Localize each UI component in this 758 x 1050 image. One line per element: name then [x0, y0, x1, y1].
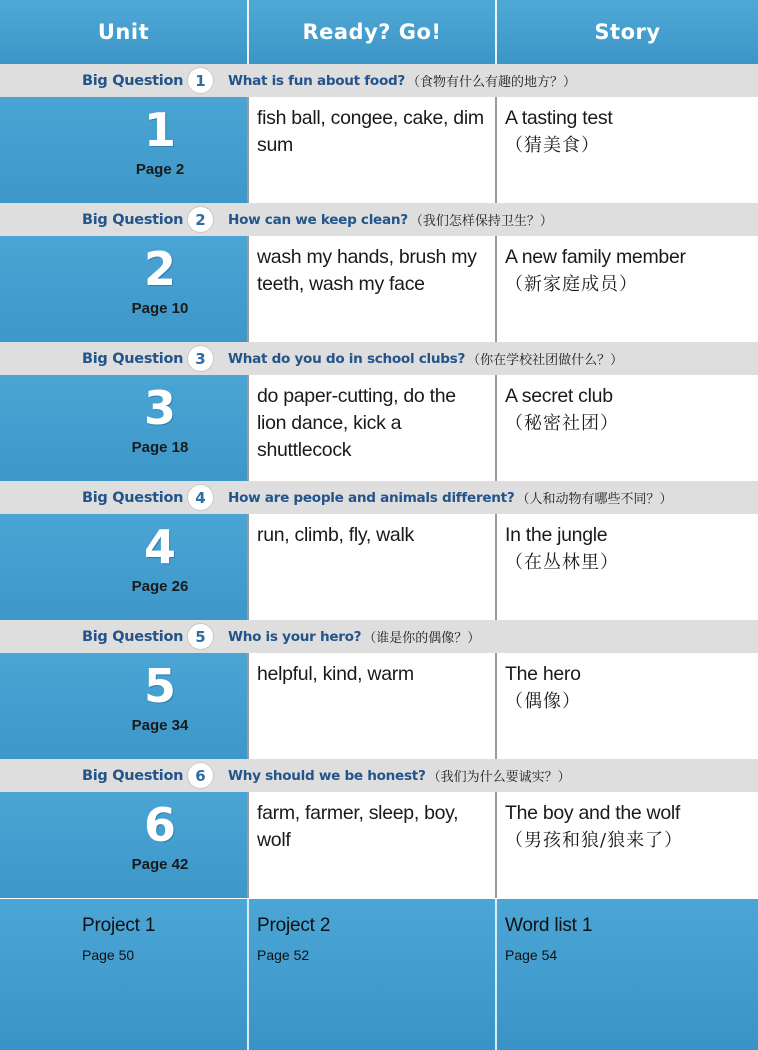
big-question-bar-3	[0, 342, 758, 375]
unit-row-4	[0, 514, 758, 620]
story-cell[interactable]	[497, 792, 758, 898]
unit-page: Page 34	[131, 717, 189, 734]
question-cn: （你在学校社团做什么？）	[467, 353, 624, 368]
question-cn: （谁是你的偶像？）	[363, 631, 481, 646]
story-title-en: In the jungle	[505, 524, 608, 546]
big-question-text	[228, 64, 576, 97]
question-en: What is fun about food?	[228, 72, 406, 89]
big-question-text	[228, 481, 672, 514]
unit-cell[interactable]	[0, 653, 247, 759]
unit-cell[interactable]	[0, 97, 247, 203]
question-cn: （我们为什么要诚实？）	[427, 770, 571, 785]
question-number-badge: 1	[187, 67, 214, 94]
big-question-label: Big Question	[82, 211, 184, 228]
big-question-bar-6	[0, 759, 758, 792]
story-cell[interactable]	[497, 514, 758, 620]
big-question-label: Big Question	[82, 350, 184, 367]
big-question-bar-1	[0, 64, 758, 97]
big-question-bar-5	[0, 620, 758, 653]
story-title-cn: （男孩和狼/狼来了）	[505, 830, 684, 851]
header-story: Story	[594, 20, 661, 44]
question-en: Who is your hero?	[228, 628, 362, 645]
footer-word-list[interactable]	[497, 899, 758, 1050]
story-title-en: The hero	[505, 663, 581, 685]
ready-go-words: do paper-cutting, do the lion dance, kick a shuttlecock	[249, 375, 495, 481]
story-cell[interactable]	[497, 97, 758, 203]
story-title-cn: （新家庭成员）	[505, 274, 638, 295]
question-cn: （人和动物有哪些不同？）	[516, 492, 673, 507]
unit-page: Page 26	[131, 578, 189, 595]
unit-cell[interactable]	[0, 236, 247, 342]
story-title-cn: （在丛林里）	[505, 552, 619, 573]
footer-page: Page 54	[505, 947, 558, 963]
unit-page: Page 42	[131, 856, 189, 873]
footer-page: Page 52	[257, 947, 310, 963]
big-question-label: Big Question	[82, 767, 184, 784]
question-en: Why should we be honest?	[228, 767, 426, 784]
header-ready-go: Ready? Go!	[302, 20, 442, 44]
unit-number: 5	[143, 659, 176, 713]
question-number-badge: 5	[187, 623, 214, 650]
question-en: How can we keep clean?	[228, 211, 408, 228]
unit-row-1	[0, 97, 758, 203]
unit-number: 6	[143, 798, 176, 852]
unit-page: Page 2	[135, 161, 185, 178]
question-number-badge: 6	[187, 762, 214, 789]
footer-project-1[interactable]	[74, 899, 246, 1050]
footer-section	[0, 899, 758, 1050]
question-cn: （我们怎样保持卫生？）	[409, 214, 553, 229]
story-title-cn: （秘密社团）	[505, 413, 619, 434]
story-title-en: A new family member	[505, 246, 686, 268]
question-cn: （食物有什么有趣的地方？）	[407, 75, 577, 90]
footer-title: Project 2	[257, 915, 331, 936]
big-question-bar-4	[0, 481, 758, 514]
story-title-en: A tasting test	[505, 107, 613, 129]
big-question-bar-2	[0, 203, 758, 236]
ready-go-words: fish ball, congee, cake, dim sum	[249, 97, 495, 203]
story-cell[interactable]	[497, 375, 758, 481]
unit-row-2	[0, 236, 758, 342]
footer-title: Project 1	[82, 915, 156, 936]
unit-cell[interactable]	[0, 514, 247, 620]
question-number-badge: 2	[187, 206, 214, 233]
footer-divider	[495, 899, 497, 1050]
unit-row-6	[0, 792, 758, 898]
story-cell[interactable]	[497, 236, 758, 342]
footer-page: Page 50	[82, 947, 135, 963]
question-number-badge: 4	[187, 484, 214, 511]
unit-number: 3	[143, 381, 176, 435]
big-question-text	[228, 203, 553, 236]
unit-cell[interactable]	[0, 792, 247, 898]
big-question-text	[228, 620, 480, 653]
ready-go-words: wash my hands, brush my teeth, wash my face	[249, 236, 495, 342]
unit-page: Page 10	[131, 300, 189, 317]
story-title-en: A secret club	[505, 385, 613, 407]
unit-cell[interactable]	[0, 375, 247, 481]
big-question-text	[228, 759, 571, 792]
big-question-label: Big Question	[82, 489, 184, 506]
header-unit: Unit	[97, 20, 150, 44]
big-question-label: Big Question	[82, 628, 184, 645]
story-cell[interactable]	[497, 653, 758, 759]
footer-title: Word list 1	[505, 915, 593, 936]
footer-project-2[interactable]	[249, 899, 495, 1050]
unit-row-3	[0, 375, 758, 481]
unit-number: 2	[143, 242, 176, 296]
ready-go-words: farm, farmer, sleep, boy, wolf	[249, 792, 495, 898]
question-en: What do you do in school clubs?	[228, 350, 466, 367]
unit-number: 4	[143, 520, 176, 574]
ready-go-words: run, climb, fly, walk	[249, 514, 495, 620]
question-number-badge: 3	[187, 345, 214, 372]
ready-go-words: helpful, kind, warm	[249, 653, 495, 759]
story-title-cn: （偶像）	[505, 691, 581, 712]
story-title-cn: （猜美食）	[505, 135, 600, 156]
question-en: How are people and animals different?	[228, 489, 515, 506]
footer-divider	[247, 899, 249, 1050]
story-title-en: The boy and the wolf	[505, 802, 681, 824]
unit-row-5	[0, 653, 758, 759]
unit-page: Page 18	[131, 439, 189, 456]
table-header	[0, 0, 758, 64]
unit-number: 1	[143, 103, 176, 157]
big-question-text	[228, 342, 623, 375]
big-question-label: Big Question	[82, 72, 184, 89]
